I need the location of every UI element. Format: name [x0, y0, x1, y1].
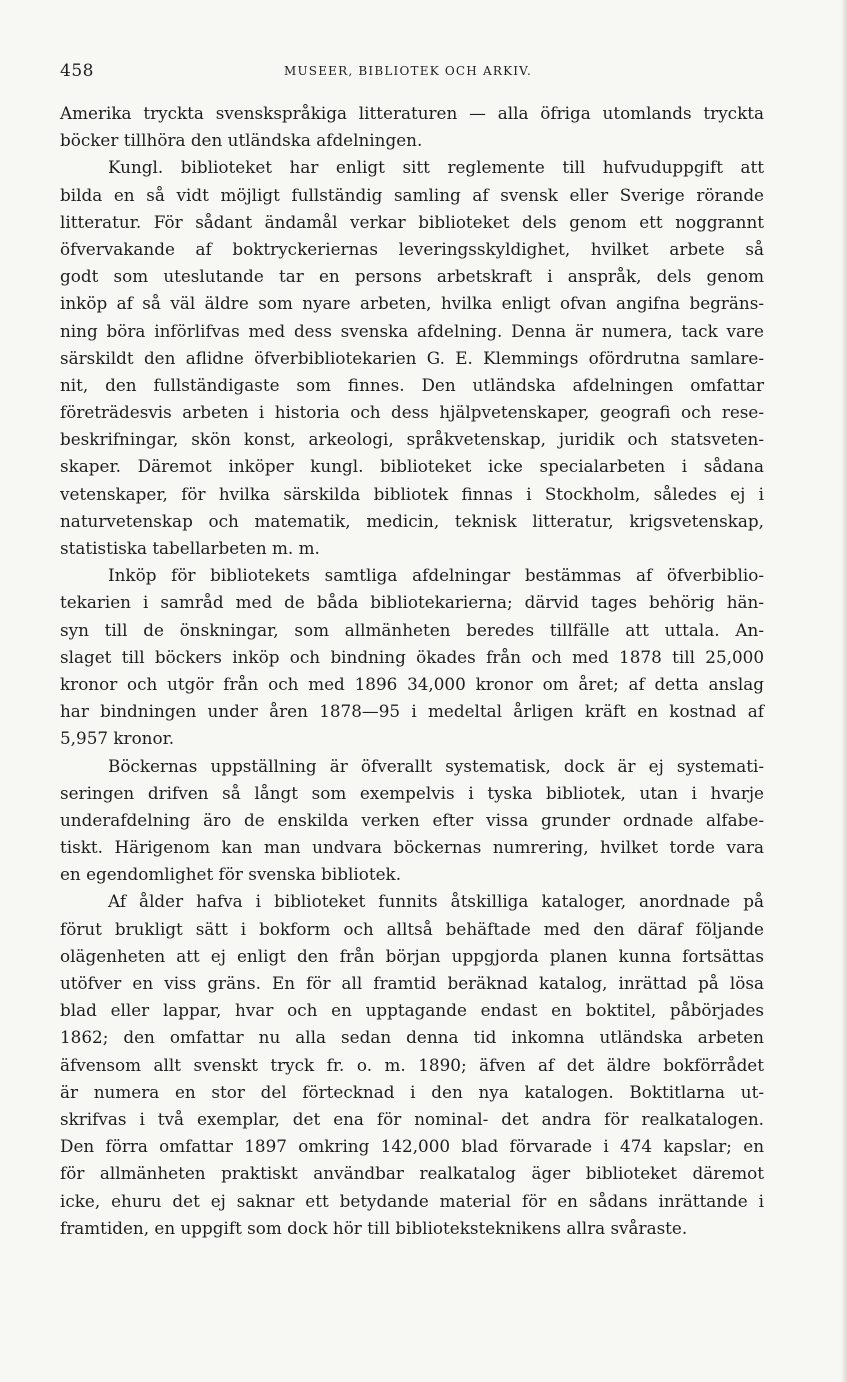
page-number: 458	[60, 61, 94, 81]
text-line: framtiden, en uppgift som dock hör till biblioteksteknikens allra svåraste.	[60, 1217, 688, 1238]
text-line: förut brukligt sätt i bokform och alltså behäftade med den däraf följande	[60, 918, 764, 939]
text-line: har bindningen under åren 1878—95 i medeltal årligen kräft en kostnad af	[60, 701, 764, 722]
text-line: underafdelning äro de enskilda verken efter vissa grunder ordnade alfabe-	[60, 809, 764, 830]
text-line: seringen drifven så långt som exempelvis i tyska bibliotek, utan i hvarje	[60, 782, 764, 803]
running-head: MUSEER, BIBLIOTEK OCH ARKIV.	[284, 64, 532, 78]
text-line: olägenheten att ej enligt den från början uppgjorda planen kunna fortsättas	[60, 945, 764, 966]
text-line: vetenskaper, för hvilka särskilda bibliotek finnas i Stockholm, således ej i	[60, 483, 764, 504]
text-line: godt som uteslutande tar en persons arbetskraft i anspråk, dels genom	[60, 266, 764, 287]
text-line: skaper. Däremot inköper kungl. biblioteket icke specialarbeten i sådana	[60, 456, 764, 477]
text-line: särskildt den aflidne öfverbibliotekarien G. E. Klemmings ofördrutna samlare-	[60, 347, 764, 368]
text-line: skrifvas i två exemplar, det ena för nominal- det andra för realkatalogen.	[60, 1108, 764, 1129]
text-line: 5,957 kronor.	[60, 728, 175, 749]
paragraph-start-line: Böckernas uppställning är öfverallt systematisk, dock är ej systemati-	[108, 755, 764, 776]
text-line: inköp af så väl äldre som nyare arbeten, hvilka enligt ofvan angifna begräns-	[60, 293, 764, 314]
text-line: statistiska tabellarbeten m. m.	[60, 538, 320, 558]
text-line: tiskt. Härigenom kan man undvara böckernas numrering, hvilket torde vara	[60, 837, 764, 858]
page-header	[60, 61, 764, 85]
text-line: 1862; den omfattar nu alla sedan denna tid inkomna utländska arbeten	[60, 1027, 764, 1048]
paragraph-start-line: Kungl. biblioteket har enligt sitt reglemente till hufvuduppgift att	[108, 157, 764, 178]
text-line: äfvensom allt svenskt tryck fr. o. m. 1890; äfven af det äldre bokförrådet	[60, 1054, 764, 1075]
text-line: en egendomlighet för svenska bibliotek.	[60, 864, 402, 885]
text-line: är numera en stor del förtecknad i den nya katalogen. Boktitlarna ut-	[60, 1081, 764, 1102]
text-line: blad eller lappar, hvar och en upptagande endast en boktitel, påbörjades	[60, 1000, 764, 1021]
text-line: nit, den fullständigaste som finnes. Den utländska afdelningen omfattar	[60, 374, 764, 395]
paragraph-start-line: Af ålder hafva i biblioteket funnits åtskilliga kataloger, anordnade på	[108, 891, 764, 912]
body-text	[60, 100, 764, 1242]
text-line: öfvervakande af boktryckeriernas leveringsskyldighet, hvilket arbete så	[60, 238, 764, 259]
text-line: för allmänheten praktiskt användbar realkatalog äger biblioteket däremot	[60, 1163, 764, 1184]
paragraph-start-line: Inköp för bibliotekets samtliga afdelningar bestämmas af öfverbiblio-	[108, 565, 764, 586]
text-line: slaget till böckers inköp och bindning ökades från och med 1878 till 25,000	[60, 646, 764, 667]
text-line: Den förra omfattar 1897 omkring 142,000 blad förvarade i 474 kapslar; en	[60, 1136, 764, 1157]
text-line: ning böra införlifvas med dess svenska afdelning. Denna är numera, tack vare	[60, 320, 764, 341]
text-line: icke, ehuru det ej saknar ett betydande material för en sådans inrättande i	[60, 1190, 764, 1211]
text-line: kronor och utgör från och med 1896 34,000 kronor om året; af detta anslag	[60, 673, 764, 694]
text-line: syn till de önskningar, som allmänheten beredes tillfälle att uttala. An-	[60, 619, 764, 640]
text-line: bilda en så vidt möjligt fullständig samling af svensk eller Sverige rörande	[60, 184, 764, 205]
text-line: naturvetenskap och matematik, medicin, teknisk litteratur, krigsvetenskap,	[60, 510, 764, 531]
text-line: tekarien i samråd med de båda bibliotekarierna; därvid tages behörig hän-	[60, 592, 764, 613]
text-line: Amerika tryckta svenskspråkiga litteraturen — alla öfriga utomlands tryckta	[60, 103, 764, 123]
text-line: böcker tillhöra den utländska afdelningen.	[60, 130, 423, 151]
text-line: litteratur. För sådant ändamål verkar biblioteket dels genom ett noggrannt	[60, 211, 764, 232]
text-line: företrädesvis arbeten i historia och dess hjälpvetenskaper, geografi och rese-	[60, 402, 764, 423]
text-line: beskrifningar, skön konst, arkeologi, språkvetenskap, juridik och statsveten-	[60, 429, 764, 450]
text-line: utöfver en viss gräns. En för all framtid beräknad katalog, inrättad på lösa	[60, 973, 764, 993]
page-edge	[841, 0, 847, 1382]
